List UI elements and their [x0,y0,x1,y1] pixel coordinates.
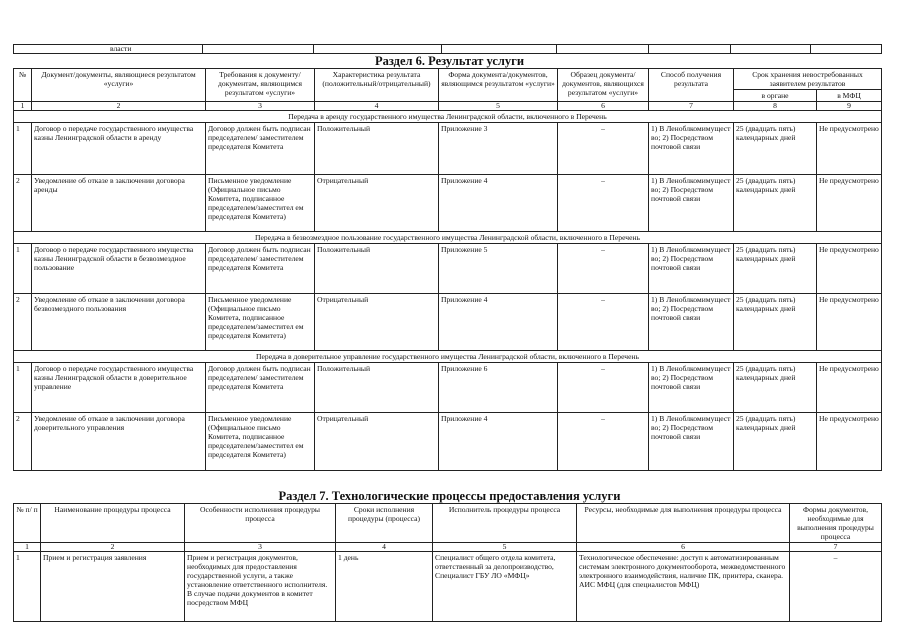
header-method: Способ получения результата [649,69,734,102]
cell-storage-mfc: Не предусмотрено [817,175,882,232]
cell-storage-mfc: Не предусмотрено [817,413,882,471]
cell-method: 1) В Леноблкомимущест во; 2) Посредством почтовой связи [649,363,734,413]
cell-no: 1 [14,123,32,175]
col-number: 3 [206,102,315,111]
cell-terms: 1 день [336,552,433,622]
header-sample: Образец документа/ документов, являющихся результатом «услуги» [558,69,649,102]
cell-requirements: Договор должен быть подписан председателем/ заместителем председателя Комитета [206,244,315,294]
cell-form: Приложение 4 [439,413,558,471]
group-band-row [14,111,882,123]
section6-table [13,68,882,471]
group-band-row [14,232,882,244]
cell-document: Договор о передаче государственного имущества казны Ленинградской области в безвозмездное пользование [32,244,206,294]
header-organ: в органе [734,90,817,102]
cell-requirements: Письменное уведомление (Официальное письмо Комитета, подписанное председателем/заместител ем председателя Комитета) [206,294,315,351]
previous-section-fragment-table [13,44,882,54]
cell-document: Уведомление об отказе в заключении договора безвозмездного пользования [32,294,206,351]
cell-characteristic: Отрицательный [315,294,439,351]
table-row [14,175,882,232]
section7-header-row [14,504,882,543]
cell-storage-organ: 25 (двадцать пять) календарных дней [734,363,817,413]
cell-storage-mfc: Не предусмотрено [817,294,882,351]
cell-storage-organ: 25 (двадцать пять) календарных дней [734,123,817,175]
col-number: 2 [32,102,206,111]
col-number: 6 [577,543,790,552]
col-number: 4 [315,102,439,111]
col-number: 9 [817,102,882,111]
table-row [14,294,882,351]
cell-characteristic: Положительный [315,363,439,413]
col-number: 3 [185,543,336,552]
cell-no: 1 [14,244,32,294]
header-storage: Срок хранения невостребованных заявителем результатов [734,69,882,90]
cell-document: Договор о передаче государственного имущества казны Ленинградской области в аренду [32,123,206,175]
col-number: 6 [558,102,649,111]
header-resources: Ресурсы, необходимые для выполнения процедуры процесса [577,504,790,543]
section6-header-row [14,69,882,90]
cell-characteristic: Отрицательный [315,175,439,232]
header-forms: Формы документов, необходимые для выполнения процедуры процесса [790,504,882,543]
cell-sample: – [558,123,649,175]
section7-table [13,503,882,622]
cell-requirements: Договор должен быть подписан председателем/ заместителем председателя Комитета [206,363,315,413]
header-executor: Исполнитель процедуры процесса [433,504,577,543]
cell-storage-organ: 25 (двадцать пять) календарных дней [734,294,817,351]
cell-form: Приложение 6 [439,363,558,413]
cell-storage-organ: 25 (двадцать пять) календарных дней [734,244,817,294]
group-band: Передача в безвозмездное пользование государственного имущества Ленинградской области, включенного в Перечень [14,232,882,244]
cell-no: 2 [14,294,32,351]
col-number: 1 [14,543,41,552]
cell-sample: – [558,363,649,413]
cell-sample: – [558,413,649,471]
cell-requirements: Письменное уведомление (Официальное письмо Комитета, подписанное председателем/заместител ем председателя Комитета) [206,175,315,232]
cell-features: Прием и регистрация документов, необходимых для предоставления государственной услуги, а также установление ответственного исполнителя. В случае подачи документов в комитет посредством МФЦ [185,552,336,622]
section6-title: Раздел 6. Результат услуги [374,54,525,68]
table-row [14,552,882,622]
cell-storage-organ: 25 (двадцать пять) календарных дней [734,175,817,232]
header-form: Форма документа/документов, являющимся результатом «услуги» [439,69,558,102]
cell-sample: – [558,175,649,232]
col-number: 8 [734,102,817,111]
header-no: № п/ п [14,504,41,543]
col-number: 2 [41,543,185,552]
cell-form: Приложение 4 [439,294,558,351]
section7-number-row [14,543,882,552]
cell-no: 1 [14,552,41,622]
cell-requirements: Письменное уведомление (Официальное письмо Комитета, подписанное председателем/заместител ем председателя Комитета) [206,413,315,471]
table-row [14,123,882,175]
col-number: 5 [439,102,558,111]
cell-storage-organ: 25 (двадцать пять) календарных дней [734,413,817,471]
header-mfc: в МФЦ [817,90,882,102]
fragment-row [14,45,882,54]
cell-no: 2 [14,413,32,471]
cell-method: 1) В Леноблкомимущест во; 2) Посредством почтовой связи [649,244,734,294]
section7-title: Раздел 7. Технологические процессы предоставления услуги [278,489,621,503]
col-number: 7 [649,102,734,111]
cell-storage-mfc: Не предусмотрено [817,123,882,175]
table-row [14,363,882,413]
col-number: 5 [433,543,577,552]
cell-characteristic: Положительный [315,123,439,175]
header-terms: Сроки исполнения процедуры (процесса) [336,504,433,543]
col-number: 4 [336,543,433,552]
cell-document: Договор о передаче государственного имущества казны Ленинградской области в доверительное управление [32,363,206,413]
cell-resources: Технологическое обеспечение: доступ к автоматизированным системам электронного документооборота, межведомственного электронного взаимодействия, наличие ПК, принтера, сканера. АИС МФЦ (для специалистов МФЦ) [577,552,790,622]
fragment-cell: власти [14,45,203,54]
cell-requirements: Договор должен быть подписан председателем/ заместителем председателя Комитета [206,123,315,175]
cell-sample: – [558,294,649,351]
cell-storage-mfc: Не предусмотрено [817,244,882,294]
cell-document: Уведомление об отказе в заключении договора доверительного управления [32,413,206,471]
group-band: Передача в доверительное управление государственного имущества Ленинградской области, включенного в Перечень [14,351,882,363]
header-features: Особенности исполнения процедуры процесса [185,504,336,543]
cell-method: 1) В Леноблкомимущест во; 2) Посредством почтовой связи [649,413,734,471]
cell-method: 1) В Леноблкомимущест во; 2) Посредством почтовой связи [649,294,734,351]
cell-procedure-name: Прием и регистрация заявления [41,552,185,622]
header-no: № [14,69,32,102]
header-document: Документ/документы, являющиеся результатом «услуги» [32,69,206,102]
cell-forms: – [790,552,882,622]
cell-characteristic: Отрицательный [315,413,439,471]
cell-form: Приложение 3 [439,123,558,175]
cell-document: Уведомление об отказе в заключении договора аренды [32,175,206,232]
group-band-row [14,351,882,363]
cell-characteristic: Положительный [315,244,439,294]
cell-form: Приложение 4 [439,175,558,232]
cell-method: 1) В Леноблкомимущест во; 2) Посредством почтовой связи [649,123,734,175]
table-row [14,413,882,471]
cell-sample: – [558,244,649,294]
cell-executor: Специалист общего отдела комитета, ответственный за делопроизводство, Специалист ГБУ ЛО «МФЦ» [433,552,577,622]
section6-number-row [14,102,882,111]
cell-method: 1) В Леноблкомимущест во; 2) Посредством почтовой связи [649,175,734,232]
cell-form: Приложение 5 [439,244,558,294]
cell-no: 2 [14,175,32,232]
header-procedure-name: Наименование процедуры процесса [41,504,185,543]
col-number: 7 [790,543,882,552]
table-row [14,244,882,294]
cell-storage-mfc: Не предусмотрено [817,363,882,413]
header-requirements: Требования к документу/документам, являющимся результатом «услуги» [206,69,315,102]
header-characteristic: Характеристика результата (положительный/отрицательный) [315,69,439,102]
col-number: 1 [14,102,32,111]
group-band: Передача в аренду государственного имущества Ленинградской области, включенного в Перечень [14,111,882,123]
cell-no: 1 [14,363,32,413]
